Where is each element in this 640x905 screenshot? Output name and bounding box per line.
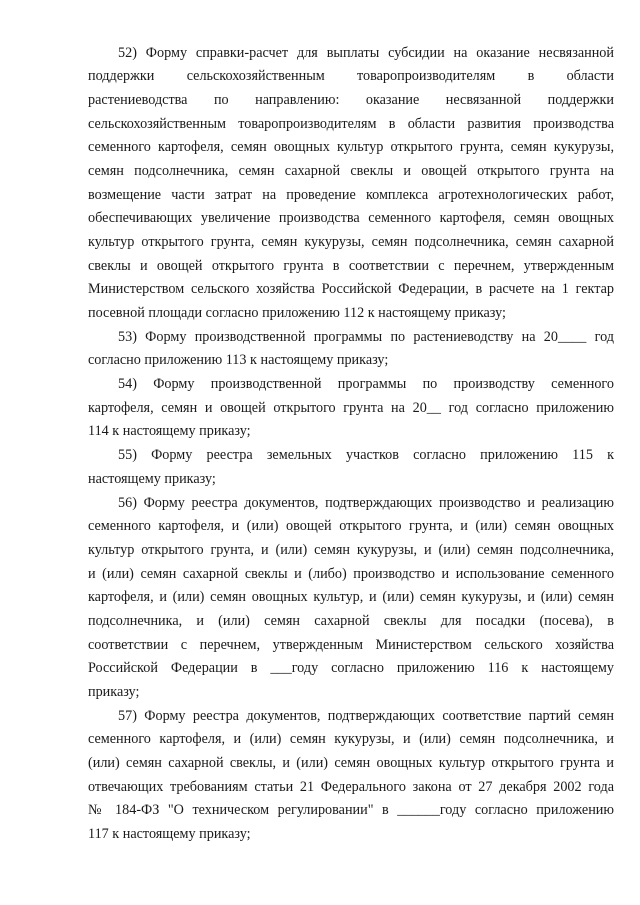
- paragraph-line: обеспечивающих увеличение производства семенного картофеля, семян овощных: [88, 210, 614, 226]
- paragraph-line: семенного картофеля, семян овощных культур открытого грунта, семян кукурузы,: [88, 139, 614, 155]
- paragraph-line: 55) Форму реестра земельных участков согласно приложению 115 к: [118, 447, 614, 463]
- paragraph-line: культур открытого грунта, и (или) семян кукурузы, и (или) семян подсолнечника,: [88, 542, 614, 558]
- paragraph-line: семенного картофеля, и (или) семян кукурузы, и (или) семян подсолнечника, и: [88, 731, 614, 747]
- paragraph-line: семенного картофеля, и (или) овощей открытого грунта, и (или) семян овощных: [88, 518, 614, 534]
- paragraph-line: № 184-ФЗ "О техническом регулировании" в ______году согласно приложению: [88, 802, 614, 818]
- paragraph-line: 57) Форму реестра документов, подтверждающих соответствие партий семян: [118, 708, 614, 724]
- paragraph-line: соответствии с перечнем, утвержденным Министерством сельского хозяйства: [88, 637, 614, 653]
- paragraph-line: 117 к настоящему приказу;: [88, 826, 251, 842]
- paragraph-line: 54) Форму производственной программы по производству семенного: [118, 376, 614, 392]
- paragraph-line: картофеля, семян и овощей открытого грунта на 20__ год согласно приложению: [88, 400, 614, 416]
- paragraph-line: и (или) семян сахарной свеклы и (либо) производство и использование семенного: [88, 566, 614, 582]
- paragraph-line: подсолнечника, и (или) семян сахарной свеклы для посадки (посева), в: [88, 613, 614, 629]
- paragraph-line: согласно приложению 113 к настоящему приказу;: [88, 352, 389, 368]
- paragraph-line: (или) семян сахарной свеклы, и (или) семян овощных культур открытого грунта и: [88, 755, 614, 771]
- paragraph-line: 56) Форму реестра документов, подтверждающих производство и реализацию: [118, 495, 614, 511]
- paragraph-line: растениеводства по направлению: оказание несвязанной поддержки: [88, 92, 614, 108]
- paragraph-line: поддержки сельскохозяйственным товаропроизводителям в области: [88, 68, 614, 84]
- paragraph-line: приказу;: [88, 684, 140, 700]
- paragraph-line: возмещение части затрат на проведение комплекса агротехнологических работ,: [88, 187, 614, 203]
- paragraph-line: картофеля, и (или) семян овощных культур, и (или) семян кукурузы, и (или) семян: [88, 589, 614, 605]
- paragraph-line: посевной площади согласно приложению 112 к настоящему приказу;: [88, 305, 506, 321]
- paragraph-line: настоящему приказу;: [88, 471, 216, 487]
- paragraph-line: семян подсолнечника, семян сахарной свеклы и овощей открытого грунта на: [88, 163, 614, 179]
- paragraph-line: Министерством сельского хозяйства Российской Федерации, в расчете на 1 гектар: [88, 281, 614, 297]
- paragraph-line: сельскохозяйственным товаропроизводителям в области развития производства: [88, 116, 614, 132]
- paragraph-line: отвечающих требованиям статьи 21 Федерального закона от 27 декабря 2002 года: [88, 779, 614, 795]
- paragraph-line: культур открытого грунта, семян кукурузы, семян подсолнечника, семян сахарной: [88, 234, 614, 250]
- paragraph-line: 53) Форму производственной программы по растениеводству на 20____ год: [118, 329, 614, 345]
- paragraph-line: 52) Форму справки-расчет для выплаты субсидии на оказание несвязанной: [118, 45, 614, 61]
- paragraph-line: 114 к настоящему приказу;: [88, 423, 251, 439]
- paragraph-line: Российской Федерации в ___году согласно приложению 116 к настоящему: [88, 660, 614, 676]
- paragraph-line: свеклы и овощей открытого грунта в соответствии с перечнем, утвержденным: [88, 258, 614, 274]
